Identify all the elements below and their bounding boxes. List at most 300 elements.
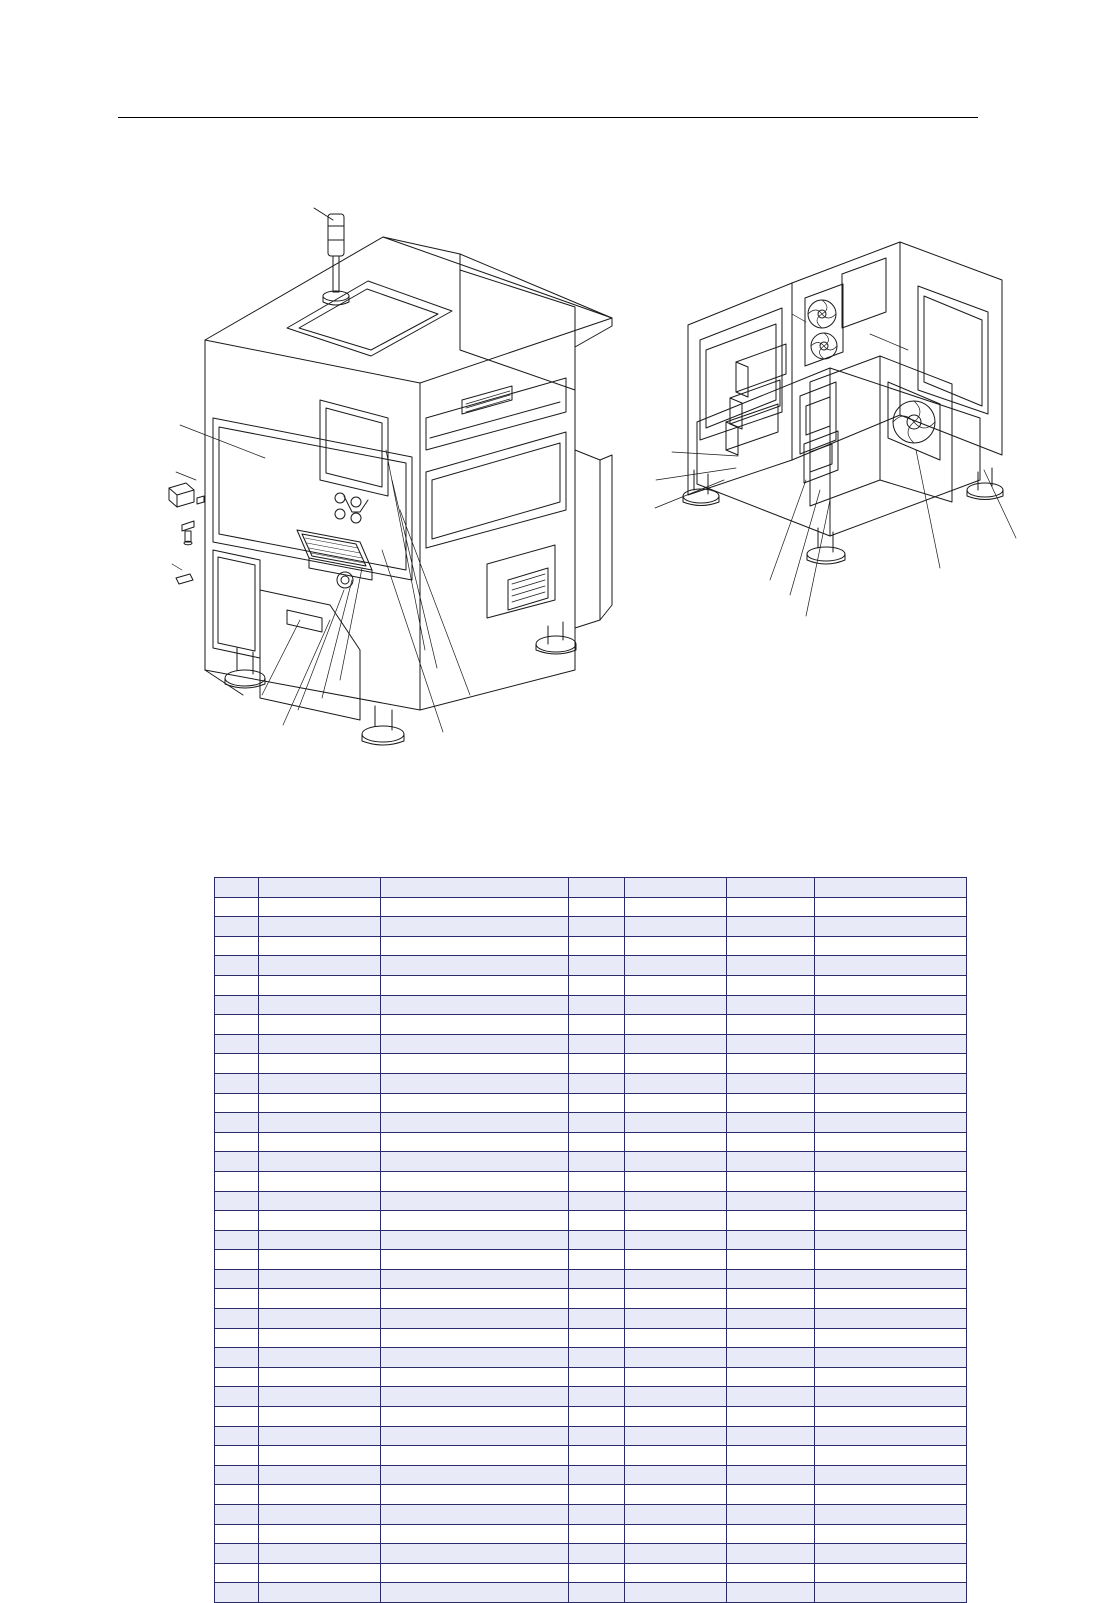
table-row [215,878,967,898]
table-cell [259,1073,381,1093]
table-cell [259,1348,381,1368]
table-cell [569,1230,625,1250]
table-cell [259,1269,381,1289]
table-cell [215,1446,259,1466]
table-row [215,1505,967,1525]
table-cell [727,1289,815,1309]
table-cell [625,1093,727,1113]
table-cell [727,936,815,956]
secondary-assembly [655,242,1016,616]
table-cell [727,1544,815,1564]
table-cell [625,1152,727,1172]
table-cell [569,1446,625,1466]
table-cell [569,1054,625,1074]
table-cell [625,1073,727,1093]
table-cell [259,936,381,956]
table-cell [381,1152,569,1172]
table-cell [815,1583,967,1603]
table-cell [381,878,569,898]
table-cell [569,1250,625,1270]
table-cell [259,1328,381,1348]
table-cell [215,1505,259,1525]
table-row [215,1211,967,1231]
table-cell [815,975,967,995]
table-cell [625,936,727,956]
table-cell [381,1034,569,1054]
table-cell [381,936,569,956]
table-cell [215,1054,259,1074]
table-cell [381,1583,569,1603]
table-cell [569,917,625,937]
table-cell [727,1583,815,1603]
table-cell [569,1524,625,1544]
table-cell [215,975,259,995]
table-cell [815,1446,967,1466]
table-cell [569,878,625,898]
table-cell [259,1465,381,1485]
table-cell [727,1446,815,1466]
table-cell [381,1113,569,1133]
table-cell [815,936,967,956]
table-cell [815,1563,967,1583]
table-cell [259,956,381,976]
table-cell [625,1348,727,1368]
table-cell [625,1211,727,1231]
table-cell [381,1289,569,1309]
table-row [215,936,967,956]
table-cell [815,1309,967,1329]
table-cell [381,1563,569,1583]
table-cell [381,1309,569,1329]
table-cell [727,1348,815,1368]
table-cell [727,956,815,976]
table-cell [815,1113,967,1133]
table-cell [569,1485,625,1505]
table-cell [259,1407,381,1427]
table-cell [815,1465,967,1485]
table-cell [215,917,259,937]
table-cell [381,1230,569,1250]
table-cell [727,1524,815,1544]
table-cell [569,1465,625,1485]
table-cell [625,975,727,995]
table-cell [215,1485,259,1505]
table-cell [215,1073,259,1093]
table-cell [625,1289,727,1309]
table-row [215,1328,967,1348]
table-cell [727,1073,815,1093]
table-cell [569,956,625,976]
table-row [215,1387,967,1407]
callout-lines-left [172,425,470,732]
table-cell [569,975,625,995]
table-cell [815,1054,967,1074]
table-cell [259,1015,381,1035]
table-cell [815,1230,967,1250]
table-cell [625,1544,727,1564]
table-cell [381,1485,569,1505]
table-row [215,1524,967,1544]
table-cell [727,995,815,1015]
table-cell [569,1505,625,1525]
table-cell [259,1034,381,1054]
table-cell [625,1054,727,1074]
table-cell [215,1211,259,1231]
table-row [215,1583,967,1603]
table-cell [625,1426,727,1446]
table-cell [727,1034,815,1054]
table-cell [215,1152,259,1172]
secondary-feet [683,468,1003,564]
table-cell [215,1289,259,1309]
table-cell [215,1171,259,1191]
table-cell [215,1015,259,1035]
table-cell [259,1054,381,1074]
table-cell [259,1250,381,1270]
table-cell [569,1132,625,1152]
table-cell [625,1505,727,1525]
table-cell [381,1073,569,1093]
table-row [215,1132,967,1152]
table-cell [727,1211,815,1231]
table-cell [381,1465,569,1485]
table-cell [625,1309,727,1329]
monitor-icon [320,400,388,512]
table-cell [381,1505,569,1525]
table-cell [215,897,259,917]
table-cell [625,1015,727,1035]
table-row [215,1563,967,1583]
table-cell [625,995,727,1015]
table-cell [569,1211,625,1231]
table-cell [815,1367,967,1387]
table-cell [625,878,727,898]
table-cell [381,1132,569,1152]
table-cell [215,1328,259,1348]
table-cell [259,1544,381,1564]
table-cell [381,1171,569,1191]
table-cell [215,956,259,976]
table-cell [625,1446,727,1466]
table-cell [625,1387,727,1407]
table-cell [625,1465,727,1485]
parts-table-container [214,877,966,1603]
table-cell [259,1191,381,1211]
table-row [215,1465,967,1485]
table-row [215,1054,967,1074]
table-cell [381,1269,569,1289]
detached-small-parts [169,483,204,584]
table-cell [569,1348,625,1368]
table-row [215,1348,967,1368]
table-cell [815,1289,967,1309]
table-row [215,1171,967,1191]
table-cell [215,1367,259,1387]
table-cell [381,1426,569,1446]
table-cell [381,1446,569,1466]
table-cell [259,1524,381,1544]
table-cell [215,1093,259,1113]
table-cell [727,1426,815,1446]
table-cell [259,1505,381,1525]
table-cell [259,1113,381,1133]
table-cell [215,1407,259,1427]
table-cell [727,1171,815,1191]
table-cell [815,1328,967,1348]
table-cell [815,878,967,898]
table-cell [569,1367,625,1387]
table-cell [259,1426,381,1446]
table-cell [815,1132,967,1152]
table-cell [259,1211,381,1231]
table-cell [259,1289,381,1309]
table-row [215,956,967,976]
table-cell [727,1093,815,1113]
table-cell [259,1485,381,1505]
table-cell [569,1191,625,1211]
table-cell [815,1485,967,1505]
table-cell [215,1544,259,1564]
table-row [215,1407,967,1427]
table-cell [381,975,569,995]
table-cell [625,1485,727,1505]
table-cell [215,1230,259,1250]
table-cell [625,1191,727,1211]
table-cell [815,1171,967,1191]
table-cell [625,1171,727,1191]
table-cell [215,1132,259,1152]
table-row [215,1015,967,1035]
table-row [215,1191,967,1211]
table-cell [727,1269,815,1289]
table-cell [215,1426,259,1446]
table-cell [381,1524,569,1544]
table-cell [569,1171,625,1191]
table-cell [727,1054,815,1074]
header-divider [118,117,978,118]
table-cell [381,1054,569,1074]
table-cell [259,1171,381,1191]
table-row [215,1485,967,1505]
table-cell [727,1113,815,1133]
table-cell [381,956,569,976]
table-cell [625,1407,727,1427]
table-cell [215,1524,259,1544]
table-cell [259,1132,381,1152]
table-cell [381,1191,569,1211]
table-cell [815,1191,967,1211]
table-cell [625,897,727,917]
table-cell [815,1152,967,1172]
table-cell [259,1093,381,1113]
table-cell [625,1034,727,1054]
table-cell [625,1230,727,1250]
table-row [215,1269,967,1289]
table-cell [815,1211,967,1231]
table-cell [259,1387,381,1407]
table-cell [727,1015,815,1035]
table-cell [381,1367,569,1387]
table-cell [625,1113,727,1133]
table-cell [727,1152,815,1172]
table-cell [727,1132,815,1152]
table-cell [569,1309,625,1329]
table-cell [259,1367,381,1387]
table-row [215,1034,967,1054]
table-cell [727,1465,815,1485]
table-cell [569,1269,625,1289]
table-cell [259,917,381,937]
table-cell [815,1250,967,1270]
table-cell [815,1093,967,1113]
table-cell [625,1132,727,1152]
table-cell [625,1250,727,1270]
table-cell [381,1093,569,1113]
table-cell [727,1191,815,1211]
table-cell [215,1309,259,1329]
table-cell [215,1563,259,1583]
table-cell [259,878,381,898]
table-cell [727,1309,815,1329]
table-cell [215,1269,259,1289]
table-cell [727,1485,815,1505]
table-cell [815,1015,967,1035]
table-cell [381,1211,569,1231]
table-cell [625,917,727,937]
table-cell [381,917,569,937]
table-cell [815,1505,967,1525]
table-cell [727,975,815,995]
table-cell [259,995,381,1015]
table-cell [259,1446,381,1466]
figure-illustration [0,150,1096,790]
table-cell [815,1034,967,1054]
table-cell [381,1407,569,1427]
table-cell [259,1563,381,1583]
table-cell [569,1113,625,1133]
table-cell [625,1367,727,1387]
table-cell [815,1544,967,1564]
table-row [215,897,967,917]
table-cell [215,878,259,898]
table-cell [815,995,967,1015]
table-cell [815,1269,967,1289]
table-row [215,1073,967,1093]
table-cell [815,1524,967,1544]
table-row [215,1367,967,1387]
table-cell [215,1465,259,1485]
keyboard-icon [297,530,372,580]
signal-tower-icon [314,208,349,305]
table-cell [815,917,967,937]
table-cell [727,897,815,917]
table-cell [727,878,815,898]
table-cell [569,1093,625,1113]
table-cell [569,1015,625,1035]
table-cell [381,1348,569,1368]
table-cell [569,1544,625,1564]
table-cell [259,1152,381,1172]
table-cell [727,1328,815,1348]
table-cell [215,995,259,1015]
table-row [215,1113,967,1133]
table-cell [259,975,381,995]
table-cell [215,1191,259,1211]
table-cell [569,995,625,1015]
table-row [215,1426,967,1446]
table-cell [215,1034,259,1054]
table-cell [727,1563,815,1583]
table-cell [727,1230,815,1250]
table-cell [381,1250,569,1270]
table-row [215,975,967,995]
table-cell [815,1407,967,1427]
table-cell [215,1113,259,1133]
table-row [215,1309,967,1329]
table-cell [569,1563,625,1583]
table-cell [815,1073,967,1093]
table-cell [381,1015,569,1035]
table-row [215,1446,967,1466]
table-cell [569,936,625,956]
table-cell [625,1328,727,1348]
table-cell [259,1583,381,1603]
table-cell [625,1583,727,1603]
table-cell [815,956,967,976]
table-cell [259,1309,381,1329]
table-cell [259,1230,381,1250]
table-cell [625,956,727,976]
table-cell [569,1328,625,1348]
table-cell [727,1505,815,1525]
table-cell [215,1583,259,1603]
table-cell [381,1544,569,1564]
table-cell [625,1269,727,1289]
table-cell [727,1250,815,1270]
table-cell [215,936,259,956]
table-cell [381,897,569,917]
table-cell [215,1387,259,1407]
table-cell [815,1387,967,1407]
table-cell [569,1387,625,1407]
table-cell [381,995,569,1015]
table-row [215,1250,967,1270]
table-cell [815,897,967,917]
table-cell [569,1152,625,1172]
table-cell [569,1289,625,1309]
callout-lines-right [655,314,1016,616]
table-cell [215,1348,259,1368]
table-cell [815,1426,967,1446]
table-cell [815,1348,967,1368]
table-row [215,1093,967,1113]
table-cell [381,1328,569,1348]
table-cell [569,1407,625,1427]
table-row [215,1230,967,1250]
table-cell [625,1524,727,1544]
table-row [215,1289,967,1309]
table-row [215,1544,967,1564]
table-row [215,917,967,937]
table-cell [569,1034,625,1054]
table-cell [259,897,381,917]
table-row [215,1152,967,1172]
table-cell [569,1073,625,1093]
table-cell [569,897,625,917]
table-cell [569,1426,625,1446]
table-cell [727,1367,815,1387]
parts-table-body [215,878,967,1603]
